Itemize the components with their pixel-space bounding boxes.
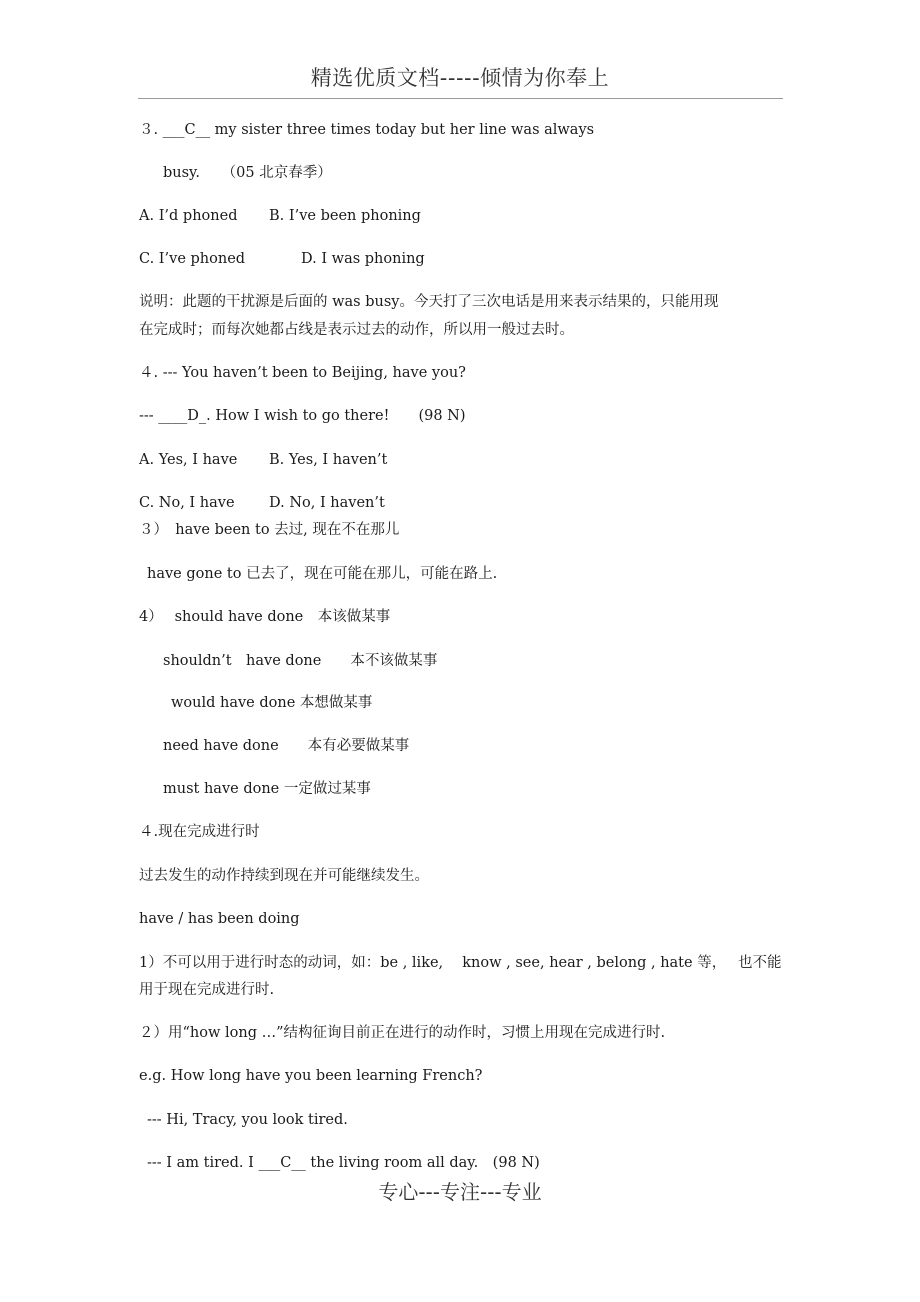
question-4-option-c: C. No, I have (139, 495, 235, 511)
question-3-stem-continued: busy. （05 北京春季） (163, 165, 332, 181)
example-sentence: e.g. How long have you been learning French? (139, 1068, 483, 1084)
note-4-would-have-done: would have done 本想做某事 (171, 695, 373, 711)
dialog-line-2: --- I am tired. I ___C__ the living room all day. (98 N) (147, 1155, 540, 1171)
question-4-option-d: D. No, I haven’t (269, 495, 385, 511)
page-header-title: 精选优质文档-----倾情为你奉上 (310, 66, 610, 90)
dialog-line-1: --- Hi, Tracy, you look tired. (147, 1112, 348, 1128)
explanation-line-1: 说明：此题的干扰源是后面的 was busy。今天打了三次电话是用来表示结果的，只能用现 (139, 294, 719, 310)
section-4-definition: 过去发生的动作持续到现在并可能继续发生。 (139, 868, 429, 884)
question-3-option-d: D. I was phoning (301, 251, 425, 267)
question-3-stem: ３. ___C__ my sister three times today but her line was always (139, 122, 595, 138)
note-4-should-have-done: 4） should have done 本该做某事 (139, 609, 391, 625)
rule-2: ２）用“how long …”结构征询目前正在进行的动作时，习惯上用现在完成进行时. (139, 1025, 666, 1041)
question-4-option-a: A. Yes, I have (139, 452, 238, 468)
question-3-option-c: C. I’ve phoned (139, 251, 246, 267)
question-4-reply: --- ____D_. How I wish to go there! (98 N) (139, 408, 466, 424)
note-4-must-have-done: must have done 一定做过某事 (163, 781, 371, 797)
header-divider (138, 98, 783, 99)
question-3-option-a: A. I’d phoned (139, 208, 238, 224)
note-3-have-gone-to: have gone to 已去了，现在可能在那儿，可能在路上. (147, 566, 498, 582)
note-4-shouldnt-have-done: shouldn’t have done 本不该做某事 (163, 653, 438, 669)
section-4-form: have / has been doing (139, 911, 300, 927)
explanation-line-2: 在完成时；而每次她都占线是表示过去的动作，所以用一般过去时。 (139, 322, 574, 338)
note-4-need-have-done: need have done 本有必要做某事 (163, 738, 410, 754)
question-4-stem: ４. --- You haven’t been to Beijing, have you? (139, 365, 466, 381)
rule-1-line-2: 用于现在完成进行时. (139, 982, 275, 998)
section-4-title: ４.现在完成进行时 (139, 824, 260, 840)
question-4-option-b: B. Yes, I haven’t (269, 452, 388, 468)
page-footer-text: 专心---专注---专业 (378, 1180, 542, 1204)
note-3-have-been-to: ３） have been to 去过, 现在不在那儿 (139, 522, 400, 538)
rule-1-line-1: 1）不可以用于进行时态的动词，如：be , like, know , see, hear , belong , hate 等， 也不能 (139, 955, 782, 971)
question-3-option-b: B. I’ve been phoning (269, 208, 421, 224)
